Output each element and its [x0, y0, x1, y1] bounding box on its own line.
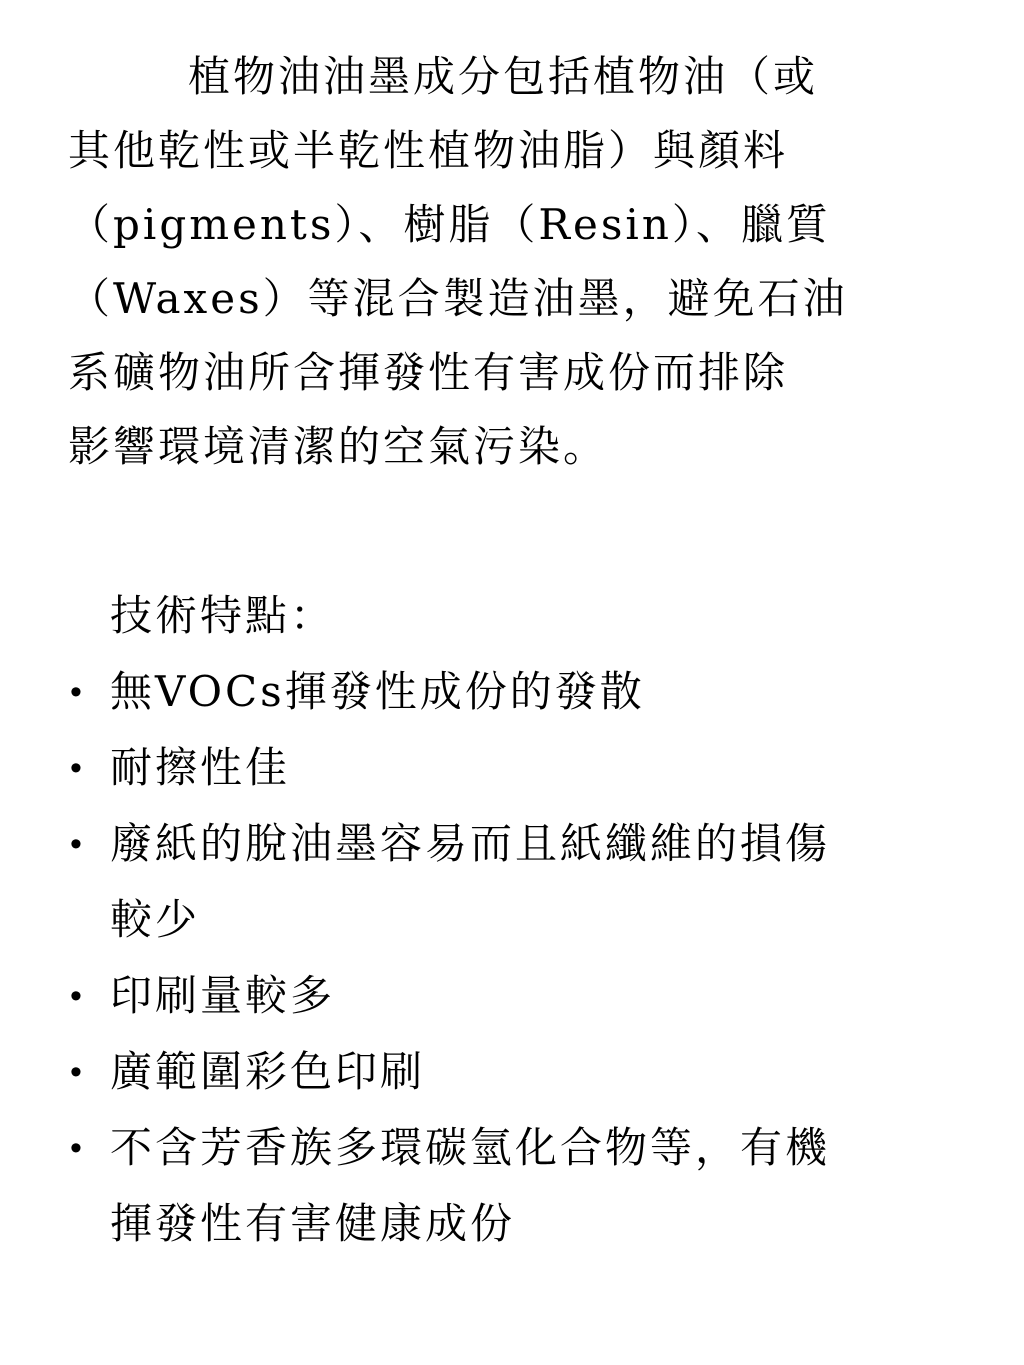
list-item-text: 廢紙的脫油墨容易而且紙纖維的損傷: [110, 819, 831, 868]
list-item: [68, 1110, 968, 1262]
intro-paragraph: [68, 40, 968, 484]
intro-line: 植物油油墨成分包括植物油（或: [188, 52, 819, 101]
intro-line: 其他乾性或半乾性植物油脂）與顏料: [68, 126, 789, 175]
intro-line: （Waxes）等混合製造油墨，避免石油: [68, 274, 848, 323]
list-item: [68, 730, 968, 806]
features-heading: 技術特點：: [110, 591, 336, 640]
bullet-icon: •: [70, 1129, 85, 1167]
list-item: [68, 654, 968, 730]
list-item-text: 較少: [110, 895, 201, 944]
list-item-text: 印刷量較多: [110, 971, 336, 1020]
intro-line: 系礦物油所含揮發性有害成份而排除: [68, 348, 789, 397]
intro-line: 影響環境清潔的空氣污染。: [68, 422, 609, 471]
bullet-icon: •: [70, 825, 85, 863]
features-section: [68, 578, 968, 1262]
bullet-icon: •: [70, 749, 85, 787]
list-item: [68, 958, 968, 1034]
list-item: [68, 806, 968, 958]
list-item-text: 揮發性有害健康成份: [110, 1199, 516, 1248]
list-item-text: 耐擦性佳: [110, 743, 291, 792]
intro-line: （pigments）、樹脂（Resin）、臘質: [68, 200, 831, 249]
list-item: [68, 1034, 968, 1110]
bullet-icon: •: [70, 1053, 85, 1091]
bullet-icon: •: [70, 673, 85, 711]
feature-list: [68, 654, 968, 1262]
list-item-text: 不含芳香族多環碳氫化合物等，有機: [110, 1123, 831, 1172]
list-item-text: 廣範圍彩色印刷: [110, 1047, 426, 1096]
bullet-icon: •: [70, 977, 85, 1015]
list-item-text: 無VOCs揮發性成份的發散: [110, 667, 645, 716]
